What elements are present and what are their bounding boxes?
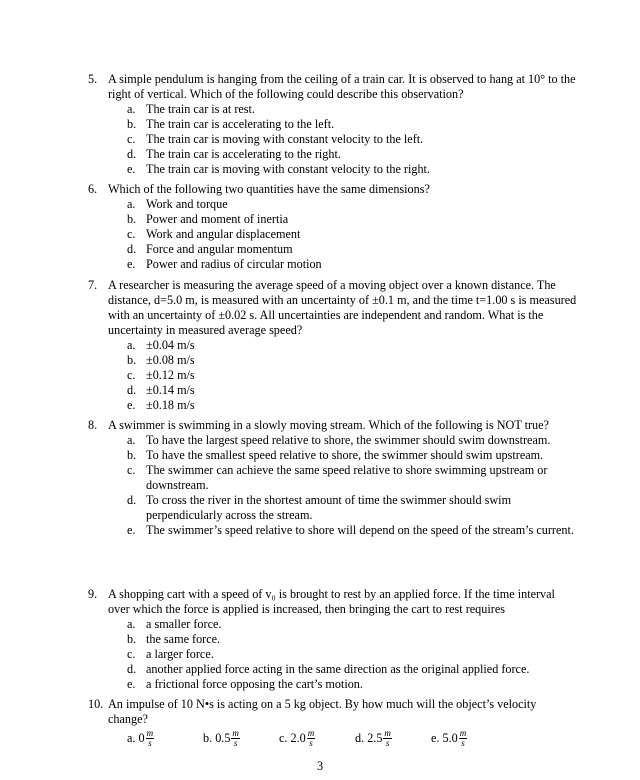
option-text: To have the smallest speed relative to shore, the swimmer should swim upstream. — [146, 448, 544, 462]
unit-fraction — [383, 729, 392, 748]
question-number: 6. — [88, 182, 98, 196]
option-list — [127, 433, 578, 538]
question-7 — [88, 278, 578, 413]
option-letter: d. — [127, 662, 137, 676]
option-list — [127, 617, 578, 692]
option-letter: e. — [127, 677, 136, 691]
question-number: 10. — [88, 697, 104, 711]
unit-numerator: m — [459, 728, 467, 738]
option — [127, 338, 578, 353]
unit-numerator: m — [146, 728, 154, 738]
answer-choice — [431, 729, 507, 748]
unit-numerator: m — [307, 728, 315, 738]
option-text: To cross the river in the shortest amount of time the swimmer should swim perpendicularly across the stream. — [146, 493, 512, 522]
option-text: The train car is accelerating to the left. — [146, 117, 335, 131]
question-5 — [88, 72, 578, 177]
option — [127, 132, 578, 147]
unit-denominator: s — [309, 738, 313, 748]
option-letter: d. — [127, 242, 137, 256]
option — [127, 677, 578, 692]
option-text: The swimmer can achieve the same speed relative to shore swimming upstream or downstream. — [146, 463, 548, 492]
option-letter: d. — [127, 493, 137, 507]
question-number: 8. — [88, 418, 98, 432]
question-text: A researcher is measuring the average speed of a moving object over a known distance. The distance, d=5.0 m, is measured with an uncertainty of ±0.1 m, and the time t=1.00 s is measured with an uncertainty of ±0.02 s. All uncertainties are independent and random. What is the uncertainty in measured average speed? — [108, 278, 577, 337]
answer-label: b. 0.5 — [203, 731, 231, 745]
unit-numerator: m — [232, 728, 239, 738]
question-text: A simple pendulum is hanging from the ceiling of a train car. It is observed to hang at 10° to the right of vertical. Which of the following could describe this observation? — [108, 72, 576, 101]
option-text: another applied force acting in the same direction as the original applied force. — [146, 662, 530, 676]
answer-label: e. 5.0 — [431, 731, 458, 745]
option — [127, 147, 578, 162]
question-9 — [88, 587, 578, 692]
question-6 — [88, 182, 578, 272]
option-letter: b. — [127, 212, 137, 226]
option-text: ±0.08 m/s — [146, 353, 195, 367]
unit-fraction — [231, 729, 240, 748]
unit-denominator: s — [461, 738, 465, 748]
option — [127, 632, 578, 647]
option-letter: a. — [127, 617, 136, 631]
option — [127, 117, 578, 132]
unit-fraction — [146, 729, 155, 748]
option-list — [127, 197, 578, 272]
option — [127, 227, 578, 242]
option — [127, 102, 578, 117]
unit-numerator: m — [384, 728, 391, 738]
option — [127, 617, 578, 632]
option — [127, 463, 578, 493]
answer-label: d. 2.5 — [355, 731, 383, 745]
option-letter: c. — [127, 463, 136, 477]
option-text: ±0.04 m/s — [146, 338, 195, 352]
answer-label: c. 2.0 — [279, 731, 306, 745]
question-number: 5. — [88, 72, 98, 86]
option-letter: d. — [127, 147, 137, 161]
option — [127, 433, 578, 448]
answer-choice — [203, 729, 279, 748]
option-text: The train car is accelerating to the right. — [146, 147, 341, 161]
option-letter: c. — [127, 132, 136, 146]
option-letter: e. — [127, 523, 136, 537]
option-text: Power and radius of circular motion — [146, 257, 322, 271]
option-letter: b. — [127, 353, 137, 367]
option-letter: a. — [127, 197, 136, 211]
option-text: The train car is moving with constant velocity to the right. — [146, 162, 430, 176]
option-text: a frictional force opposing the cart’s motion. — [146, 677, 363, 691]
option-list — [127, 102, 578, 177]
option-text: Work and torque — [146, 197, 228, 211]
option — [127, 523, 578, 538]
answer-choice — [127, 729, 203, 748]
option-letter: c. — [127, 368, 136, 382]
option — [127, 242, 578, 257]
option-letter: b. — [127, 448, 137, 462]
option-letter: d. — [127, 383, 137, 397]
unit-denominator: s — [148, 738, 152, 748]
option-letter: c. — [127, 647, 136, 661]
option-text: ±0.12 m/s — [146, 368, 195, 382]
unit-fraction — [307, 729, 316, 748]
question-text: An impulse of 10 N•s is acting on a 5 kg object. By how much will the object’s velocity change? — [108, 697, 537, 726]
option-list — [127, 338, 578, 413]
option-letter: c. — [127, 227, 136, 241]
option — [127, 448, 578, 463]
unit-denominator: s — [385, 738, 390, 748]
answer-row — [127, 729, 578, 748]
answer-choice — [279, 729, 355, 748]
option-letter: a. — [127, 338, 136, 352]
option — [127, 647, 578, 662]
option-text: Force and angular momentum — [146, 242, 293, 256]
question-number: 9. — [88, 587, 98, 601]
option — [127, 368, 578, 383]
option-text: the same force. — [146, 632, 221, 646]
option-text: ±0.18 m/s — [146, 398, 195, 412]
option-text: ±0.14 m/s — [146, 383, 195, 397]
option — [127, 162, 578, 177]
option-text: The train car is moving with constant velocity to the left. — [146, 132, 424, 146]
option-text: The swimmer’s speed relative to shore will depend on the speed of the stream’s current. — [146, 523, 574, 537]
option — [127, 662, 578, 677]
option-letter: b. — [127, 117, 137, 131]
question-text: A shopping cart with a speed of v₀ is brought to rest by an applied force. If the time interval over which the force is applied is increased, then bringing the cart to rest requires — [108, 587, 555, 616]
unit-denominator: s — [233, 738, 238, 748]
question-text: Which of the following two quantities have the same dimensions? — [108, 182, 430, 196]
option-letter: b. — [127, 632, 137, 646]
option-letter: a. — [127, 433, 136, 447]
option — [127, 493, 578, 523]
option — [127, 383, 578, 398]
question-8 — [88, 418, 578, 538]
option — [127, 353, 578, 368]
question-number: 7. — [88, 278, 98, 292]
unit-fraction — [459, 729, 468, 748]
option-letter: a. — [127, 102, 136, 116]
option-text: a smaller force. — [146, 617, 222, 631]
option-text: To have the largest speed relative to shore, the swimmer should swim downstream. — [146, 433, 551, 447]
option-text: Power and moment of inertia — [146, 212, 289, 226]
page-number: 3 — [316, 759, 324, 773]
option — [127, 257, 578, 272]
option-letter: e. — [127, 257, 136, 271]
option-text: The train car is at rest. — [146, 102, 255, 116]
question-10 — [88, 697, 578, 748]
option — [127, 197, 578, 212]
question-text: A swimmer is swimming in a slowly moving stream. Which of the following is NOT true? — [108, 418, 549, 432]
option-letter: e. — [127, 162, 136, 176]
option-text: Work and angular displacement — [146, 227, 301, 241]
option-letter: e. — [127, 398, 136, 412]
option — [127, 398, 578, 413]
option-text: a larger force. — [146, 647, 214, 661]
option — [127, 212, 578, 227]
answer-choice — [355, 729, 431, 748]
answer-label: a. 0 — [127, 731, 145, 745]
